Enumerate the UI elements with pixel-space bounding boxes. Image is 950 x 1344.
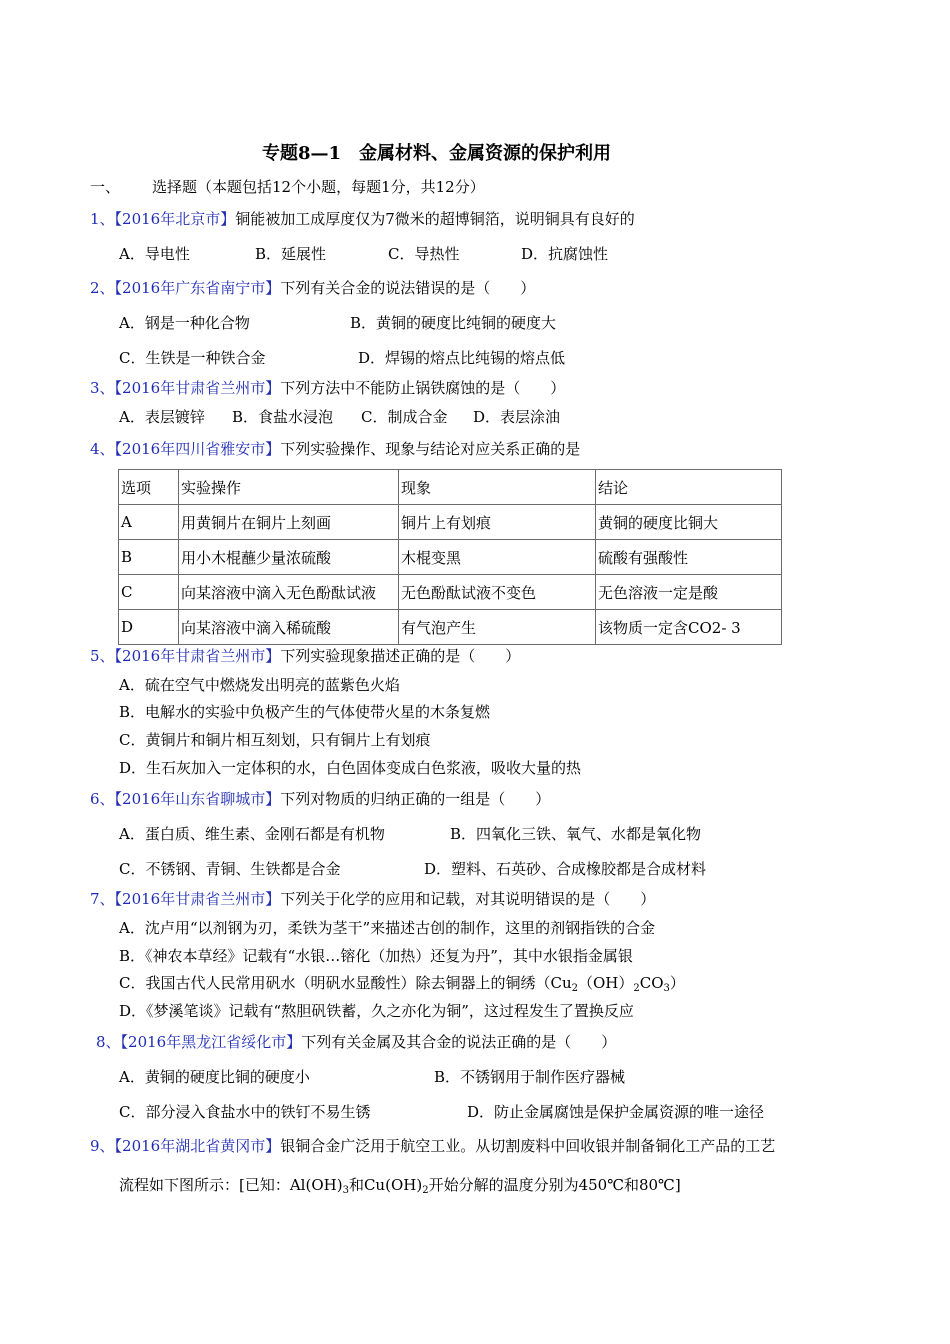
- option-c: C．生铁是一种铁合金: [119, 349, 266, 367]
- section-number: 一、: [90, 178, 121, 196]
- option-a: A．沈卢用“以剂钢为刃，柔铁为茎干”来描述古创的制作，这里的剂钢指铁的合金: [119, 919, 656, 937]
- question-number: 5、: [90, 647, 115, 665]
- subscript: 2: [633, 983, 640, 994]
- option-b: B．电解水的实验中负极产生的气体使带火星的木条复燃: [119, 703, 491, 721]
- table-cell: D: [119, 610, 179, 645]
- option-a: A．蛋白质、维生素、金刚石都是有机物: [119, 825, 385, 843]
- question-source: 【2016年北京市】: [114, 210, 236, 228]
- option-b: B．《神农本草经》记载有“水银…镕化（加热）还复为丹”，其中水银指金属银: [119, 947, 633, 965]
- question-9-line-2: [119, 1175, 681, 1195]
- question-stem: 铜能被加工成厚度仅为7微米的超博铜箔，说明铜具有良好的: [235, 210, 635, 228]
- option-b: B．不锈钢用于制作医疗器械: [434, 1068, 626, 1086]
- question-stem: 下列有关合金的说法错误的是（ ）: [280, 279, 536, 297]
- option-d: D．《梦溪笔谈》记载有“熬胆矾铁蓄，久之亦化为铜”，这过程发生了置换反应: [119, 1002, 634, 1020]
- question-9: [90, 1136, 775, 1156]
- option-a: A．导电性: [119, 245, 190, 263]
- question-text: 和Cu(OH): [348, 1176, 423, 1194]
- table-cell: 铜片上有划痕: [399, 505, 596, 540]
- table-row: [119, 505, 782, 540]
- question-number: 1、: [90, 210, 115, 228]
- option-c: C．导热性: [388, 245, 460, 263]
- option-d: D．抗腐蚀性: [521, 245, 609, 263]
- question-number: 4、: [90, 440, 115, 458]
- question-stem: 下列关于化学的应用和记载，对其说明错误的是（ ）: [280, 890, 656, 908]
- option-text: CO: [639, 974, 664, 992]
- section-heading: 选择题（本题包括12个小题，每题1分，共12分）: [152, 178, 485, 196]
- option-d: D．生石灰加入一定体积的水，白色固体变成白色浆液，吸收大量的热: [119, 759, 582, 777]
- question-number: 9、: [90, 1137, 115, 1155]
- question-source: 【2016年山东省聊城市】: [114, 790, 281, 808]
- table-row: [119, 575, 782, 610]
- option-b: B．延展性: [255, 245, 327, 263]
- table-row: [119, 540, 782, 575]
- question-text: 流程如下图所示：[已知：Al(OH): [119, 1176, 343, 1194]
- table-header: 实验操作: [179, 470, 399, 505]
- question-text: 开始分解的温度分别为450℃和80℃]: [428, 1176, 681, 1194]
- question-6: [90, 789, 550, 809]
- table-cell: 无色溶液一定是酸: [596, 575, 782, 610]
- table-row: [119, 610, 782, 645]
- option-a: A．钢是一种化合物: [119, 314, 250, 332]
- question-source: 【2016年甘肃省兰州市】: [114, 379, 281, 397]
- option-d: D．防止金属腐蚀是保护金属资源的唯一途径: [467, 1103, 765, 1121]
- question-source: 【2016年甘肃省兰州市】: [114, 647, 281, 665]
- question-number: 3、: [90, 379, 115, 397]
- subscript: 2: [571, 983, 578, 994]
- table-cell: B: [119, 540, 179, 575]
- subscript: 2: [422, 1185, 429, 1196]
- table-cell: 有气泡产生: [399, 610, 596, 645]
- option-b: B．食盐水浸泡: [232, 408, 334, 426]
- option-a: A．表层镀锌: [119, 408, 205, 426]
- option-b: B．黄铜的硬度比纯铜的硬度大: [350, 314, 557, 332]
- option-c: C．制成合金: [361, 408, 448, 426]
- question-number: 7、: [90, 890, 115, 908]
- table-cell: 用黄铜片在铜片上刻画: [179, 505, 399, 540]
- question-stem: 银铜合金广泛用于航空工业。从切割废料中回收银并制备铜化工产品的工艺: [280, 1137, 776, 1155]
- page-title: 专题8—1 金属材料、金属资源的保护利用: [262, 143, 612, 164]
- option-b: B．四氧化三铁、氧气、水都是氧化物: [450, 825, 702, 843]
- option-text: （OH）: [578, 974, 634, 992]
- question-stem: 下列实验现象描述正确的是（ ）: [280, 647, 521, 665]
- table-cell: 木棍变黑: [399, 540, 596, 575]
- question-number: 2、: [90, 279, 115, 297]
- question-source: 【2016年四川省雅安市】: [114, 440, 281, 458]
- subscript: 3: [663, 983, 670, 994]
- table-cell: C: [119, 575, 179, 610]
- table-header: 现象: [399, 470, 596, 505]
- option-text: ）: [669, 974, 685, 992]
- options-table: [118, 469, 782, 645]
- question-stem: 下列方法中不能防止锅铁腐蚀的是（ ）: [280, 379, 566, 397]
- question-4: [90, 439, 580, 459]
- question-stem: 下列有关金属及其合金的说法正确的是（ ）: [301, 1033, 617, 1051]
- question-stem: 下列实验操作、现象与结论对应关系正确的是: [280, 440, 581, 458]
- question-8: [96, 1032, 616, 1052]
- table-header: 选项: [119, 470, 179, 505]
- option-a: A．黄铜的硬度比铜的硬度小: [119, 1068, 310, 1086]
- question-number: 6、: [90, 790, 115, 808]
- table-cell: 向某溶液中滴入无色酚酞试液: [179, 575, 399, 610]
- option-d: D．塑料、石英砂、合成橡胶都是合成材料: [424, 860, 707, 878]
- question-5: [90, 646, 520, 666]
- option-a: A．硫在空气中燃烧发出明亮的蓝紫色火焰: [119, 676, 400, 694]
- option-c: [119, 973, 685, 993]
- table-cell: 该物质一定含CO2- 3: [596, 610, 782, 645]
- option-text: C．我国古代人民常用矾水（明矾水显酸性）除去铜器上的铜绣（Cu: [119, 974, 572, 992]
- table-header-row: [119, 470, 782, 505]
- question-source: 【2016年广东省南宁市】: [114, 279, 281, 297]
- table-cell: 黄铜的硬度比铜大: [596, 505, 782, 540]
- question-stem: 下列对物质的归纳正确的一组是（ ）: [280, 790, 551, 808]
- table-header: 结论: [596, 470, 782, 505]
- table-cell: 硫酸有强酸性: [596, 540, 782, 575]
- question-source: 【2016年甘肃省兰州市】: [114, 890, 281, 908]
- question-source: 【2016年湖北省黄冈市】: [114, 1137, 281, 1155]
- question-source: 【2016年黑龙江省绥化市】: [120, 1033, 302, 1051]
- subscript: 3: [342, 1185, 349, 1196]
- question-7: [90, 889, 655, 909]
- question-1: [90, 209, 635, 229]
- table-cell: A: [119, 505, 179, 540]
- question-number: 8、: [96, 1033, 121, 1051]
- table-cell: 用小木棍蘸少量浓硫酸: [179, 540, 399, 575]
- option-d: D．表层涂油: [473, 408, 561, 426]
- table-cell: 向某溶液中滴入稀硫酸: [179, 610, 399, 645]
- option-d: D．焊锡的熔点比纯锡的熔点低: [358, 349, 566, 367]
- question-2: [90, 278, 535, 298]
- table-cell: 无色酚酞试液不变色: [399, 575, 596, 610]
- option-c: C．部分浸入食盐水中的铁钉不易生锈: [119, 1103, 371, 1121]
- question-3: [90, 378, 565, 398]
- option-c: C．黄铜片和铜片相互刻划，只有铜片上有划痕: [119, 731, 431, 749]
- option-c: C．不锈钢、青铜、生铁都是合金: [119, 860, 341, 878]
